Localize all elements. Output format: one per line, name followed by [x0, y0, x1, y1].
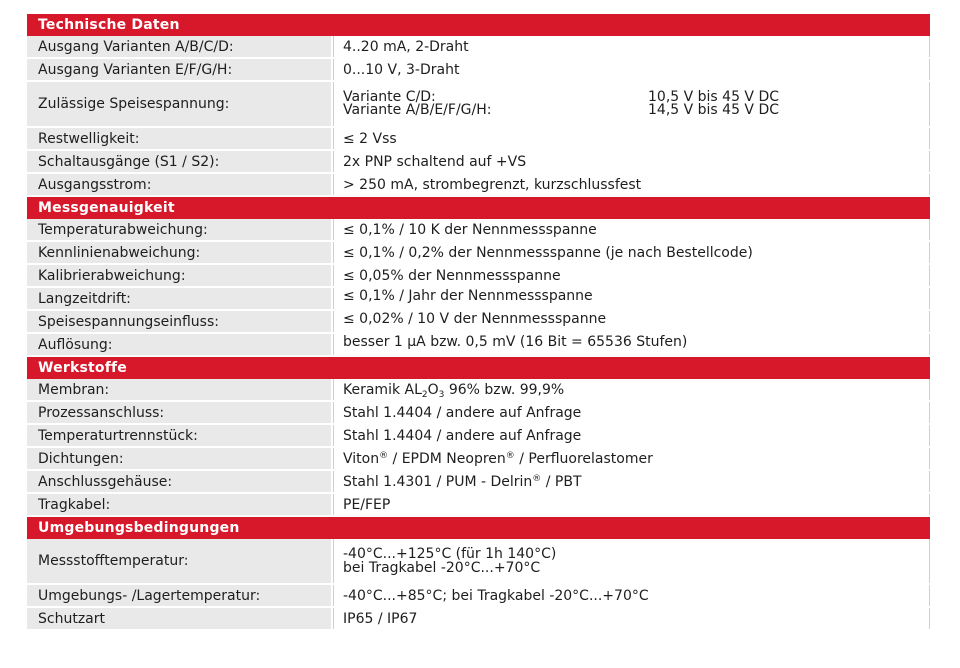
row-label: Temperaturtrennstück: — [27, 425, 333, 446]
value-pair: Variante A/B/E/F/G/H: 14,5 V bis 45 V DC — [343, 102, 780, 118]
row-label: Schaltausgänge (S1 / S2): — [27, 151, 333, 172]
row-value: 0...10 V, 3-Draht — [333, 59, 930, 80]
section-header-umgebungsbedingungen: Umgebungsbedingungen — [27, 517, 930, 539]
row-value: ≤ 0,1% / 0,2% der Nennmessspanne (je nach Bestellcode) — [333, 242, 930, 263]
row-label: Restwelligkeit: — [27, 128, 333, 149]
row-label: Auflösung: — [27, 334, 333, 355]
row-label: Langzeitdrift: — [27, 288, 333, 309]
row-value: Stahl 1.4404 / andere auf Anfrage — [333, 425, 930, 446]
row-value: IP65 / IP67 — [333, 608, 930, 629]
section-header-technische-daten: Technische Daten — [27, 14, 930, 36]
table-row — [27, 334, 930, 357]
table-row — [27, 174, 930, 197]
table-row — [27, 608, 930, 631]
table-row — [27, 82, 930, 128]
row-value: ≤ 0,02% / 10 V der Nennmessspanne — [333, 311, 930, 332]
section-header-werkstoffe: Werkstoffe — [27, 357, 930, 379]
row-value — [333, 82, 930, 126]
row-value: -40°C...+85°C; bei Tragkabel -20°C...+70°C — [333, 585, 930, 606]
row-value: -40°C...+125°C (für 1h 140°C) bei Tragkabel -20°C...+70°C — [333, 539, 930, 583]
table-row — [27, 494, 930, 517]
row-value: Viton® / EPDM Neopren® / Perfluorelastomer — [333, 448, 930, 469]
table-row — [27, 448, 930, 471]
row-label: Ausgangsstrom: — [27, 174, 333, 195]
section-header-messgenauigkeit: Messgenauigkeit — [27, 197, 930, 219]
row-value: Keramik $AL_2O_3$ 96% bzw. 99,9% — [333, 379, 930, 400]
row-label: Tragkabel: — [27, 494, 333, 515]
table-row — [27, 288, 930, 311]
table-row — [27, 471, 930, 494]
row-label: Ausgang Varianten A/B/C/D: — [27, 36, 333, 57]
row-value: ≤ 0,05% der Nennmessspanne — [333, 265, 930, 286]
row-value: ≤ 0,1% / 10 K der Nennmessspanne — [333, 219, 930, 240]
table-row — [27, 151, 930, 174]
row-label: Zulässige Speisespannung: — [27, 82, 333, 126]
datasheet-table — [27, 14, 930, 631]
row-label: Messstofftemperatur: — [27, 539, 333, 583]
row-value: > 250 mA, strombegrenzt, kurzschlussfest — [333, 174, 930, 195]
row-value: Stahl 1.4404 / andere auf Anfrage — [333, 402, 930, 423]
row-label: Schutzart — [27, 608, 333, 629]
table-row — [27, 311, 930, 334]
row-value: ≤ 2 Vss — [333, 128, 930, 149]
row-label: Temperaturabweichung: — [27, 219, 333, 240]
row-label: Umgebungs- /Lagertemperatur: — [27, 585, 333, 606]
row-label: Speisespannungseinfluss: — [27, 311, 333, 332]
table-row — [27, 585, 930, 608]
row-value: ≤ 0,1% / Jahr der Nennmessspanne — [333, 288, 930, 309]
row-label: Anschlussgehäuse: — [27, 471, 333, 492]
row-label: Kalibrierabweichung: — [27, 265, 333, 286]
row-label: Dichtungen: — [27, 448, 333, 469]
table-row — [27, 36, 930, 59]
table-row — [27, 59, 930, 82]
table-row — [27, 402, 930, 425]
row-label: Ausgang Varianten E/F/G/H: — [27, 59, 333, 80]
table-row — [27, 425, 930, 448]
row-label: Kennlinienabweichung: — [27, 242, 333, 263]
table-row — [27, 379, 930, 402]
row-value: PE/FEP — [333, 494, 930, 515]
table-row — [27, 219, 930, 242]
table-row — [27, 539, 930, 585]
table-row — [27, 128, 930, 151]
row-value: Stahl 1.4301 / PUM - Delrin® / PBT — [333, 471, 930, 492]
table-row — [27, 242, 930, 265]
row-value: 4..20 mA, 2-Draht — [333, 36, 930, 57]
value-pair: Variante C/D: 10,5 V bis 45 V DC — [343, 89, 780, 105]
row-value: 2x PNP schaltend auf +VS — [333, 151, 930, 172]
table-row — [27, 265, 930, 288]
row-label: Membran: — [27, 379, 333, 400]
row-label: Prozessanschluss: — [27, 402, 333, 423]
row-value: besser 1 µA bzw. 0,5 mV (16 Bit = 65536 Stufen) — [333, 334, 930, 355]
